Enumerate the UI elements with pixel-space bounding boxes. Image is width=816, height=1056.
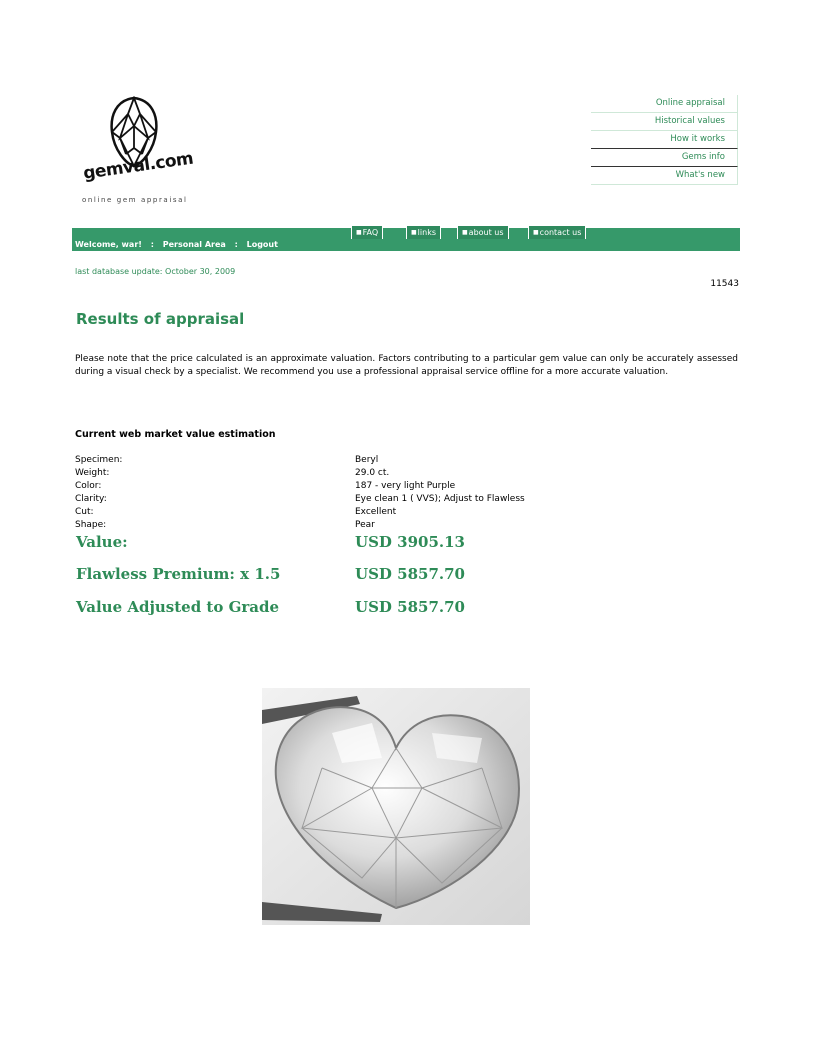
brand-name: gemval.com xyxy=(82,148,195,184)
spec-value: Beryl xyxy=(355,455,379,465)
right-nav xyxy=(591,95,738,185)
tab-about-us[interactable]: ■about us xyxy=(457,226,509,239)
spec-row-cut xyxy=(75,506,735,519)
spec-row-color xyxy=(75,480,735,493)
tab-about-us-label: about us xyxy=(468,228,504,237)
tab-contact-us[interactable]: ■contact us xyxy=(528,226,586,239)
gem-photo xyxy=(262,688,530,925)
brand-tagline: online gem appraisal xyxy=(82,196,188,204)
flawless-premium-amount: USD 5857.70 xyxy=(355,565,465,583)
site-logo[interactable] xyxy=(78,96,198,208)
tab-links[interactable]: ■links xyxy=(406,226,441,239)
spec-value: Excellent xyxy=(355,507,397,517)
nav-how-it-works[interactable]: How it works xyxy=(591,131,738,149)
spec-label: Clarity: xyxy=(75,494,107,504)
adjusted-value-amount: USD 5857.70 xyxy=(355,598,465,616)
specs-table xyxy=(75,454,735,532)
tab-faq[interactable]: ■FAQ xyxy=(351,226,383,239)
spec-value: Pear xyxy=(355,520,375,530)
spec-row-clarity xyxy=(75,493,735,506)
spec-row-specimen xyxy=(75,454,735,467)
welcome-text: Welcome, war! xyxy=(75,240,142,249)
adjusted-value-label: Value Adjusted to Grade xyxy=(76,598,280,616)
personal-area-link[interactable]: Personal Area xyxy=(162,240,226,249)
spec-label: Specimen: xyxy=(75,455,123,465)
spec-row-weight xyxy=(75,467,735,480)
nav-historical-values[interactable]: Historical values xyxy=(591,113,738,131)
logout-link[interactable]: Logout xyxy=(246,240,278,249)
separator: : xyxy=(234,240,238,249)
tab-contact-us-label: contact us xyxy=(539,228,582,237)
nav-whats-new[interactable]: What's new xyxy=(591,167,738,185)
database-update-text: last database update: October 30, 2009 xyxy=(75,267,236,276)
spec-value: 29.0 ct. xyxy=(355,468,390,478)
appraisal-note: Please note that the price calculated is an approximate valuation. Factors contributing to a particular gem value can only be accurately assessed during a visual check by a specialist. We recommend you use a professional appraisal service offline for a more accurate valuation. xyxy=(75,354,738,377)
page-title: Results of appraisal xyxy=(76,310,245,328)
spec-label: Color: xyxy=(75,481,102,491)
tab-links-label: links xyxy=(417,228,436,237)
spec-value: Eye clean 1 ( VVS); Adjust to Flawless xyxy=(355,494,525,504)
separator: : xyxy=(150,240,154,249)
spec-label: Shape: xyxy=(75,520,107,530)
top-nav-bar xyxy=(72,228,740,251)
user-bar xyxy=(75,240,284,249)
value-label: Value: xyxy=(76,533,128,551)
nav-gems-info[interactable]: Gems info xyxy=(591,149,738,167)
spec-value: 187 - very light Purple xyxy=(355,481,456,491)
spec-label: Cut: xyxy=(75,507,94,517)
visit-counter: 11543 xyxy=(710,279,739,289)
nav-online-appraisal[interactable]: Online appraisal xyxy=(591,95,738,113)
tab-faq-label: FAQ xyxy=(362,228,379,237)
value-amount: USD 3905.13 xyxy=(355,533,465,551)
flawless-premium-label: Flawless Premium: x 1.5 xyxy=(76,565,281,583)
section-title: Current web market value estimation xyxy=(75,429,276,440)
spec-label: Weight: xyxy=(75,468,110,478)
spec-row-shape xyxy=(75,519,735,532)
